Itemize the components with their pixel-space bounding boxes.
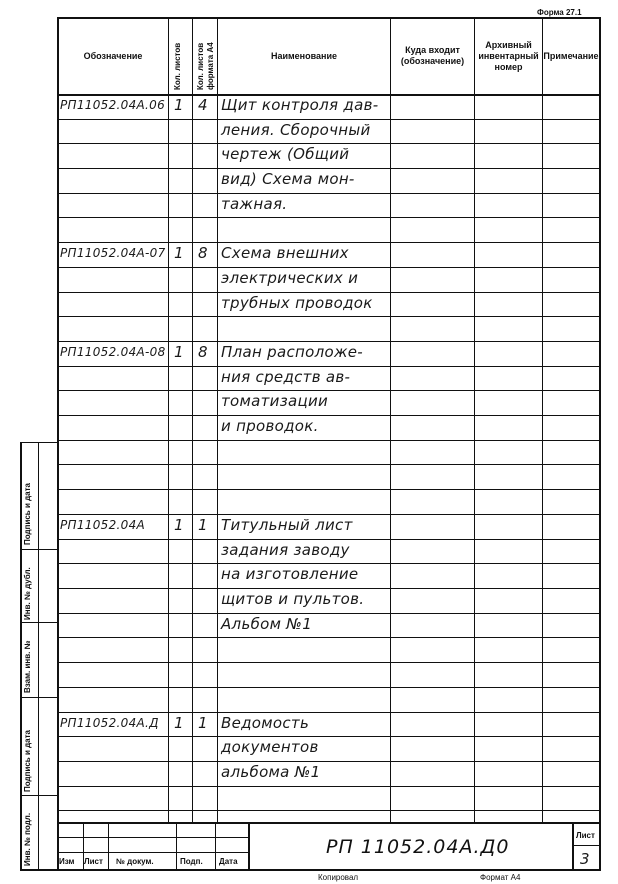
row-name-line: задания заводу	[221, 541, 350, 559]
row-code: РП11052.04А.06	[60, 98, 166, 112]
tb-izm: Изм	[59, 857, 75, 866]
row-sheets: 1	[174, 714, 184, 732]
row-a4: 1	[198, 516, 208, 534]
row-code: РП11052.04А	[60, 518, 146, 532]
form-label: Форма 27.1	[537, 8, 582, 17]
row-a4: 1	[198, 714, 208, 732]
row-name-line: на изготовление	[221, 565, 359, 583]
row-name-line: ления. Сборочный	[221, 121, 371, 139]
row-name-line: Титульный лист	[221, 516, 353, 534]
row-sheets: 1	[174, 96, 184, 114]
tb-sheet-label: Лист	[576, 831, 595, 840]
row-name-line: документов	[221, 738, 319, 756]
header-sheet-count: Кол. листов	[173, 42, 182, 90]
row-a4: 8	[198, 343, 208, 361]
row-name-line: электрических и	[221, 269, 359, 287]
row-name-line: трубных проводок	[221, 294, 373, 312]
row-name-line: тажная.	[221, 195, 288, 213]
sidebar-inv-podl: Инв. № подл.	[23, 812, 32, 866]
row-name-line: и проводок.	[221, 417, 319, 435]
row-name-line: вид) Схема мон-	[221, 170, 355, 188]
tb-date: Дата	[219, 857, 238, 866]
sidebar-inv-dubl: Инв. № дубл.	[23, 567, 32, 620]
row-name-line: План расположе-	[221, 343, 363, 361]
row-sheets: 1	[174, 516, 184, 534]
row-a4: 8	[198, 244, 208, 262]
header-name: Наименование	[270, 50, 338, 61]
header-archive: Архивный инвентарный номер	[478, 39, 539, 72]
row-code: РП11052.04А-08	[60, 345, 166, 359]
row-sheets: 1	[174, 343, 184, 361]
row-code: РП11052.04А.Д	[60, 716, 159, 730]
footer-format: Формат А4	[480, 873, 521, 882]
title-doc-code: РП 11052.04А.Д0	[326, 836, 510, 858]
row-name-line: щитов и пультов.	[221, 590, 365, 608]
row-name-line: томатизации	[221, 392, 329, 410]
row-name-line: чертеж (Общий	[221, 145, 350, 163]
row-name-line: альбома №1	[221, 763, 321, 781]
tb-doc-no: № докум.	[116, 857, 154, 866]
row-a4: 4	[198, 96, 208, 114]
sidebar-sign-date-2: Подпись и дата	[23, 730, 32, 792]
row-code: РП11052.04А-07	[60, 246, 166, 260]
row-sheets: 1	[174, 244, 184, 262]
sidebar-sign-date-1: Подпись и дата	[23, 483, 32, 545]
row-name-line: Альбом №1	[221, 615, 313, 633]
tb-sign: Подп.	[180, 857, 203, 866]
row-name-line: Ведомость	[221, 714, 310, 732]
header-format-count: Кол. листов формата А4	[196, 42, 215, 90]
sidebar-vzam: Взам. инв. №	[23, 640, 32, 693]
row-name-line: ния средств ав-	[221, 368, 351, 386]
header-note: Примечание	[543, 50, 599, 61]
row-name-line: Схема внешних	[221, 244, 349, 262]
header-where-used: Куда входит (обозначение)	[400, 45, 465, 66]
tb-list: Лист	[84, 857, 103, 866]
row-name-line: Щит контроля дав-	[221, 96, 379, 114]
header-designation: Обозначение	[83, 50, 143, 61]
tb-sheet-number: 3	[580, 850, 590, 868]
footer-copied: Копировал	[318, 873, 359, 882]
